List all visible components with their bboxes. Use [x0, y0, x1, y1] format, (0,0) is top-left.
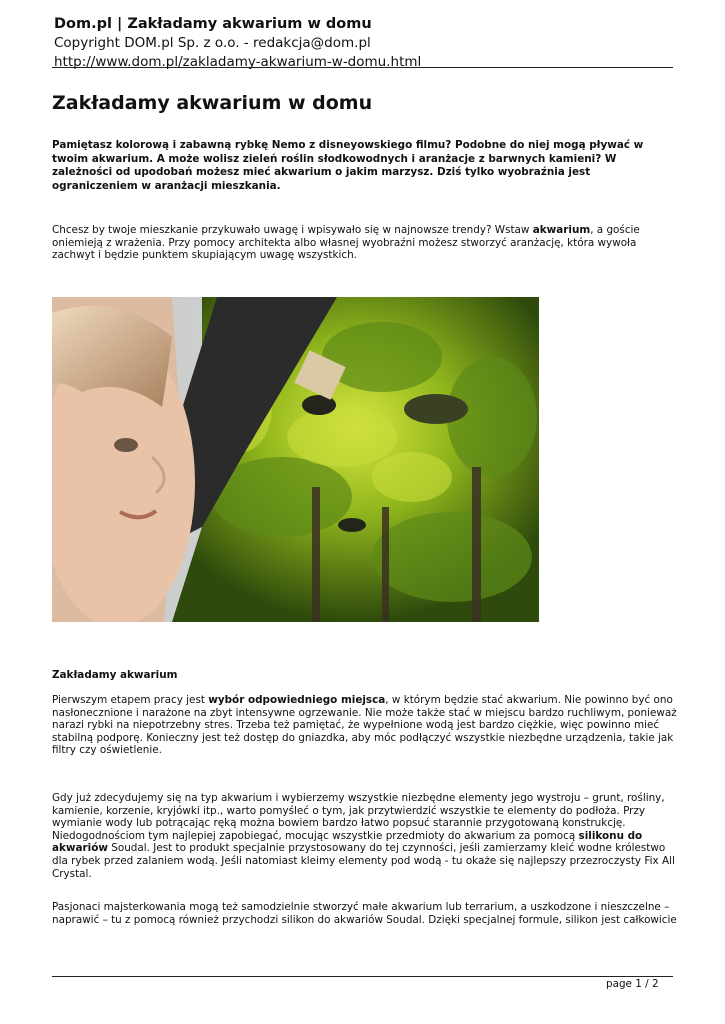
paragraph-intro: Chcesz by twoje mieszkanie przykuwało uwagę i wpisywało się w najnowsze trendy? Wstaw akwarium, a goście oniemieją z wrażenia. Przy pomocy architekta albo własnej wyobraźni możesz stworzyć aranżację, która wywoła zachwyt i będzie punktem skupiającym uwagę wszystkich. — [52, 224, 640, 262]
article-title: Zakładamy akwarium w domu — [52, 92, 373, 114]
footer-divider — [52, 976, 673, 977]
document-header — [54, 14, 673, 72]
keyword-location: wybór odpowiedniego miejsca — [208, 694, 386, 706]
paragraph-mounting: Gdy już zdecydujemy się na typ akwarium i wybierzemy wszystkie niezbędne elementy jego wystroju – grunt, rośliny, kamienie, korzenie, kryjówki itp., warto pomyśleć o tym, jak przytwierdzić wszystkie te elementy do podłoża. Przy wymianie wody lub potrącając ręką można bowiem bardzo łatwo popsuć starannie przygotowaną konstrukcję. Niedogodnościom tym najlepiej zapobiegać, mocując wszystkie przedmioty do akwarium za pomocą silikonu do akwariów Soudal. Jest to produkt specjalnie przystosowany do tej czynności, jeśli zamierzamy kleić wodne królestwo dla rybek przed zalaniem wodą. Jeśli natomiast kleimy elementy pod wodą - tu okaże się najlepszy przezroczysty Fix All Crystal. — [52, 792, 675, 880]
source-url[interactable]: http://www.dom.pl/zakladamy-akwarium-w-domu.html — [54, 54, 422, 70]
section-heading: Zakładamy akwarium — [52, 669, 178, 681]
keyword-akwarium: akwarium — [532, 224, 591, 236]
paragraph-location: Pierwszym etapem pracy jest wybór odpowiedniego miejsca, w którym będzie stać akwarium. Nie powinno być ono nasłonecznione i narażone na zbyt intensywne ogrzewanie. Nie może także stać w miejscu bardzo ruchliwym, ponieważ narazi rybki na niepotrzebny stres. Trzeba też pamiętać, że wypełnione wodą jest bardzo ciężkie, więc powinno mieć stabilną podporę. Konieczny jest też dostęp do gniazdka, aby móc podłączyć wszystkie niezbędne urządzenia, takie jak filtry czy oświetlenie. — [52, 694, 677, 757]
copyright-line: Copyright DOM.pl Sp. z o.o. - redakcja@dom.pl — [54, 35, 371, 51]
page-number: page 1 / 2 — [606, 978, 659, 990]
article-lead: Pamiętasz kolorową i zabawną rybkę Nemo z disneyowskiego filmu? Podobne do niej mogą pływać w twoim akwarium. A może wolisz zieleń roślin słodkowodnych i aranżacje z barwnych kamieni? W zależności od upodobań możesz mieć akwarium o jakim marzysz. Dziś tylko wyobraźnia jest ograniczeniem w aranżacji mieszkania. — [52, 139, 644, 192]
paragraph-diy: Pasjonaci majsterkowania mogą też samodzielnie stworzyć małe akwarium lub terrarium, a uszkodzone i nieszczelne – naprawić – tu z pomocą również przychodzi silikon do akwariów Soudal. Dzięki specjalnej formule, silikon jest całkowicie — [52, 901, 677, 926]
keyword-silicone: silikonu do akwariów — [52, 829, 643, 855]
aquarium-photo — [52, 297, 539, 622]
site-title: Dom.pl | Zakładamy akwarium w domu — [54, 16, 372, 32]
header-divider — [52, 67, 673, 68]
